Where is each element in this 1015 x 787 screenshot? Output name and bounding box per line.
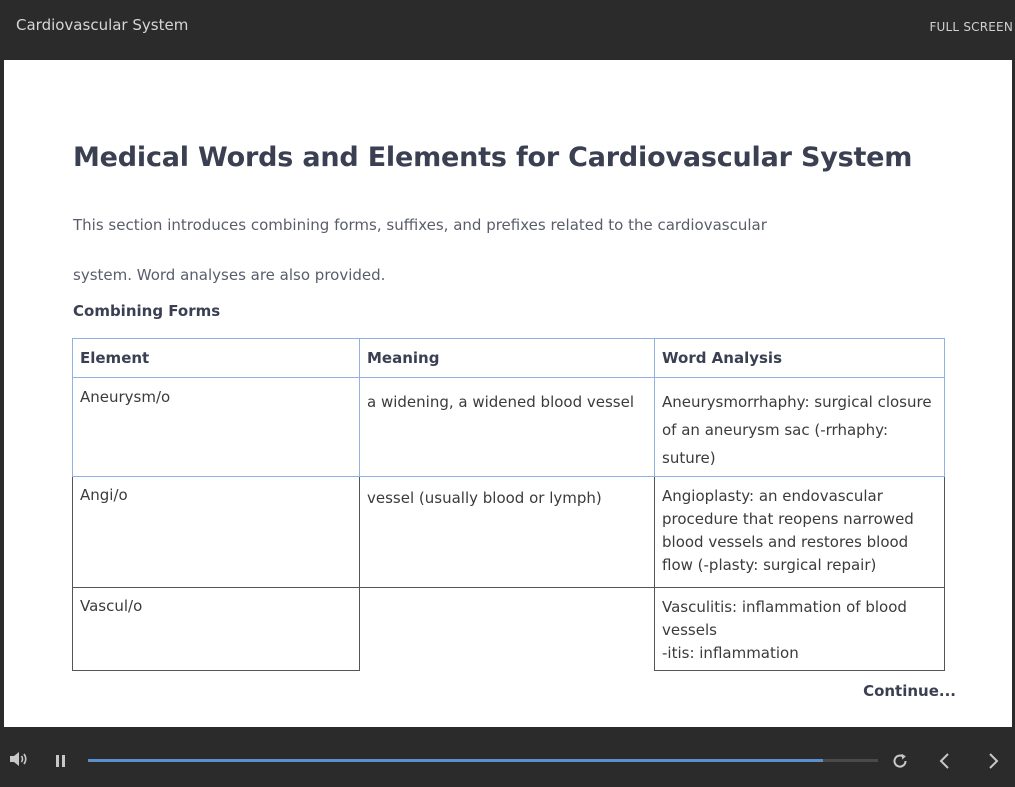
chevron-left-icon[interactable] (938, 752, 952, 774)
continue-link[interactable]: Continue... (863, 682, 956, 700)
table-header-row (73, 339, 945, 378)
column-header: Element (73, 339, 360, 378)
player-controls (0, 727, 1015, 787)
top-bar (0, 0, 1015, 60)
progress-bar[interactable] (88, 759, 878, 762)
progress-fill (88, 759, 823, 762)
table-row (73, 477, 945, 588)
slide-content (4, 60, 1012, 727)
table-row (73, 378, 945, 477)
analysis-cell: Angioplasty: an endovascular procedure that reopens narrowed blood vessels and restores blood flow (-plasty: surgical repair) (655, 477, 945, 588)
pause-icon[interactable] (54, 753, 68, 772)
table-row (73, 588, 945, 671)
combining-forms-table (72, 338, 945, 671)
chevron-right-icon[interactable] (986, 752, 1000, 774)
course-title: Cardiovascular System (16, 16, 189, 34)
element-cell: Aneurysm/o (73, 378, 360, 477)
meaning-cell: a widening, a widened blood vessel (360, 378, 655, 477)
volume-icon[interactable] (9, 751, 29, 771)
replay-icon[interactable] (891, 752, 909, 774)
slide-intro: This section introduces combining forms, suffixes, and prefixes related to the cardiovascular system. Word analyses are also provided. (73, 216, 767, 284)
analysis-line: Vasculitis: inflammation of blood vessels (662, 598, 907, 639)
element-cell: Angi/o (73, 477, 360, 588)
analysis-cell: Aneurysmorrhaphy: surgical closure of an aneurysm sac (-rrhaphy: suture) (655, 378, 945, 477)
slide-title: Medical Words and Elements for Cardiovascular System (73, 142, 913, 173)
section-heading: Combining Forms (73, 302, 221, 320)
column-header: Word Analysis (655, 339, 945, 378)
meaning-cell: vessel (usually blood or lymph) (360, 477, 655, 588)
analysis-cell (655, 588, 945, 671)
fullscreen-button[interactable]: FULL SCREEN (929, 20, 1013, 34)
meaning-cell (360, 588, 655, 671)
column-header: Meaning (360, 339, 655, 378)
element-cell: Vascul/o (73, 588, 360, 671)
analysis-line: -itis: inflammation (662, 644, 799, 662)
